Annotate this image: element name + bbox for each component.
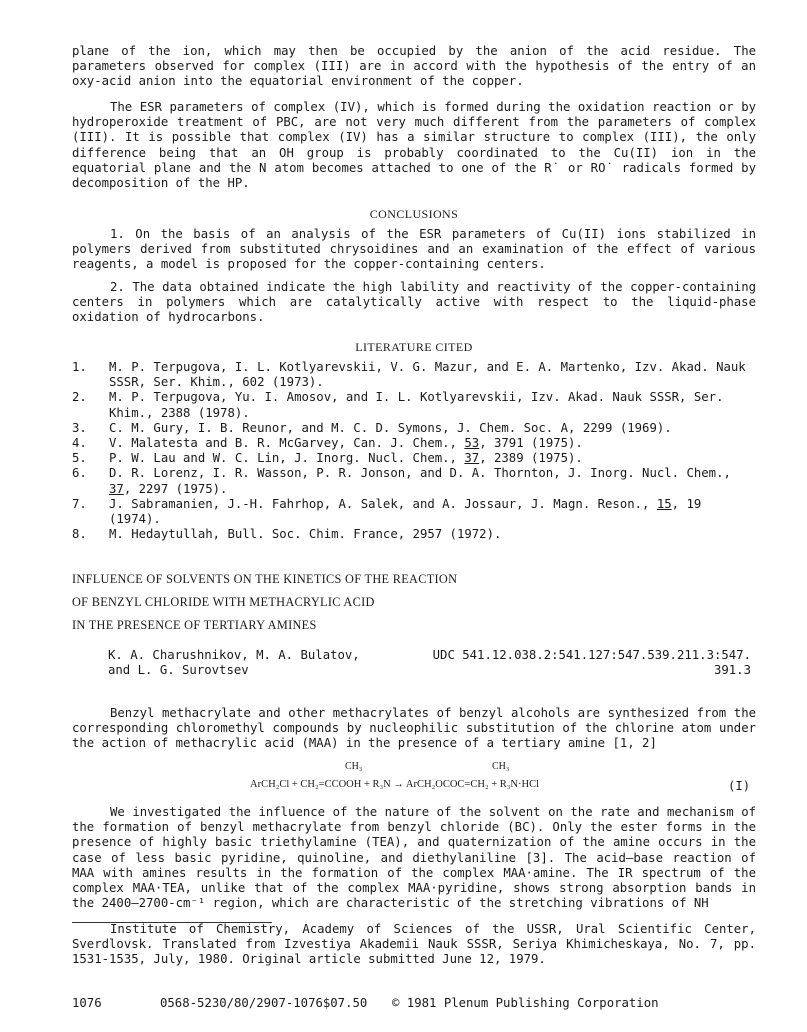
conclusion-item-2: 2. The data obtained indicate the high lability and reactivity of the copper-containing centers in polymers which are catalytically active with respect to the liquid-phase oxidation of hydrocarbons.: [72, 280, 756, 325]
article-paragraph-2: We investigated the influence of the nature of the solvent on the rate and mechanism of the formation of benzyl methacrylate from benzyl chloride (BC). Only the ester forms in the presence of highly basic triethylamine (TEA), and quaternization of the amine occurs in the case of less basic pyridine, quinoline, and diethylaniline [3]. The acid–base reaction of MAA with amines results in the formation of the complex MAA·amine. The IR spectrum of the complex MAA·TEA, unlike that of the complex MAA·pyridine, shows strong absorption bands in the 2400–2700-cm⁻¹ region, which are characteristic of the stretching vibrations of NH: [72, 805, 756, 911]
copyright: © 1981 Plenum Publishing Corporation: [392, 996, 659, 1010]
intro-paragraph-1: [72, 44, 756, 90]
reference-item: 1. M. P. Terpugova, I. L. Kotlyarevskii, V. G. Mazur, and E. A. Martenko, Izv. Akad. Nauk SSSR, Ser. Khim., 602 (1973).: [72, 360, 746, 390]
reference-item: 6. D. R. Lorenz, I. R. Wasson, P. R. Jonson, and D. A. Thornton, J. Inorg. Nucl. Chem., 37, 2297 (1975).: [72, 466, 731, 496]
article-paragraph-1: Benzyl methacrylate and other methacrylates of benzyl alcohols are synthesized from the corresponding chloromethyl compounds by nucleophilic substitution of the chlorine atom under the action of methacrylic acid (MAA) in the presence of a tertiary amine [1, 2]: [72, 706, 756, 751]
article-code: 0568-5230/80/2907-1076$07.50: [160, 996, 368, 1010]
literature-heading: LITERATURE CITED: [355, 340, 473, 354]
intro-paragraph-2: [72, 100, 756, 191]
conclusion-item-1: 1. On the basis of an analysis of the ESR parameters of Cu(II) ions stabilized in polymers derived from substituted chrysoidines and an examination of the effect of various reagents, a model is proposed for the copper-containing centers.: [72, 227, 756, 272]
reference-item: 5. P. W. Lau and W. C. Lin, J. Inorg. Nucl. Chem., 37, 2389 (1975).: [72, 451, 583, 466]
article-title: [72, 572, 756, 633]
reference-item: 8. M. Hedaytullah, Bull. Soc. Chim. France, 2957 (1972).: [72, 527, 502, 542]
article-title-line: IN THE PRESENCE OF TERTIARY AMINES: [72, 618, 317, 632]
reference-item: 3. C. M. Gury, I. B. Reunor, and M. C. D. Symons, J. Chem. Soc. A, 2299 (1969).: [72, 420, 672, 435]
equation-ch3-right: CH₃: [492, 761, 510, 772]
equation-label: (I): [728, 779, 751, 793]
article-title-line: OF BENZYL CHLORIDE WITH METHACRYLIC ACID: [72, 595, 375, 609]
reference-item: 7. J. Sabramanien, J.-H. Fahrhop, A. Salek, and A. Jossaur, J. Magn. Reson., 15, 19 (1974).: [72, 496, 702, 527]
footnote: Institute of Chemistry, Academy of Sciences of the USSR, Ural Scientific Center, Sverdlovsk. Translated from Izvestiya Akademii Nauk SSSR, Seriya Khimicheskaya, No. 7, pp. 1531-1535, July, 1980. Original article submitted June 12, 1979.: [72, 922, 756, 967]
conclusions-heading: CONCLUSIONS: [369, 207, 459, 221]
reference-item: 4. V. Malatesta and B. R. McGarvey, Can. J. Chem., 53, 3791 (1975).: [72, 436, 583, 451]
article-title-line: INFLUENCE OF SOLVENTS ON THE KINETICS OF THE REACTION: [72, 572, 458, 586]
page-number: 1076: [72, 996, 102, 1010]
equation-main: ArCH₂Cl + CH₂=CCOOH + R₃N → ArCH₂OCOC=CH₂ + R₃N·HCl: [250, 779, 540, 790]
references-list: [72, 360, 756, 542]
intro-text-1: plane of the ion, which may then be occupied by the anion of the acid residue. The parameters observed for complex (III) are in accord with the hypothesis of the entry of an oxy-acid anion into the equatorial environment of the copper.: [72, 44, 756, 89]
reference-item: 2. M. P. Terpugova, Yu. I. Amosov, and I. L. Kotlyarevskii, Izv. Akad. Nauk SSSR, Ser. Khim., 2388 (1978).: [72, 390, 724, 420]
equation-ch3-left: CH₃: [345, 761, 363, 772]
intro-text-2: The ESR parameters of complex (IV), which is formed during the oxidation reaction or by hydroperoxide treatment of PBC, are not very much different from the parameters of complex (III). It is possible that complex (IV) has a similar structure to complex (III), the only difference being that an OH group is probably coordinated to the Cu(II) ion in the equatorial plane and the N atom becomes attached to one of the R˙ or RO˙ radicals formed by decomposition of the HP.: [72, 100, 756, 191]
authors: K. A. Charushnikov, M. A. Bulatov, and L. G. Surovtsev: [108, 648, 360, 678]
udc-code: UDC 541.12.038.2:541.127:547.539.211.3:547. 391.3: [432, 648, 751, 678]
